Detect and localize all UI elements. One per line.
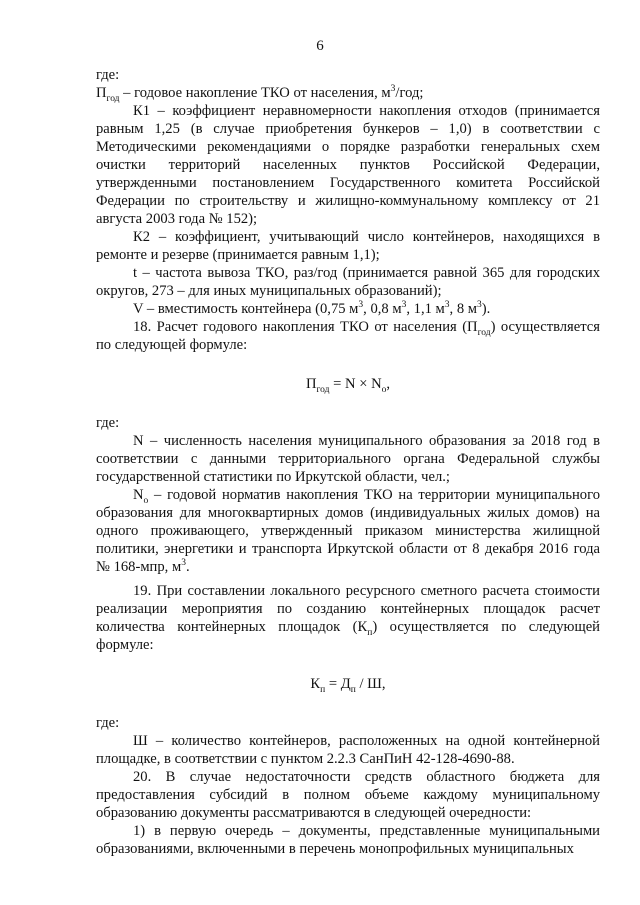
formula-k-p: $К_п = Д_п / Ш$, <box>310 676 386 695</box>
def-sh: Ш – количество контейнеров, расположенных на одной контейнерной площадке, в соответствии с пунктом 2.2.3 СанПиН 42-128-4690-88. <box>96 733 600 767</box>
def-no: $N_o$ – годовой норматив накопления ТКО на территории муниципального образования для многоквартирных домов (индивидуальных жилых домов) на одного проживающего, утвержденный приказом министерства жилищной политики, энергетики и транспорта Иркутской области от 8 декабря 2016 года № 168-мпр, $м^3$. <box>96 487 600 575</box>
where-label-2: где: <box>96 415 120 431</box>
clause-19: 19. При составлении локального ресурсного сметного расчета стоимости реализации мероприятия по созданию контейнерных площадок расчет количества контейнерных площадок $(К_п)$ осуществляется по следующей формуле: <box>96 583 600 653</box>
clause-20: 20. В случае недостаточности средств областного бюджета для предоставления субсидий в полном объеме каждому муниципальному образованию документы рассматриваются в следующей очередности: <box>96 769 600 821</box>
def-k2: К2 – коэффициент, учитывающий число контейнеров, находящихся в ремонте и резерве (принимается равным 1,1); <box>96 229 600 263</box>
clause-18: 18. Расчет годового накопления ТКО от населения $(П_{год})$ осуществляется по следующей формуле: <box>96 319 600 353</box>
def-p-god: $П_{год}$ – годовое накопление ТКО от населения, $м^3$/год; <box>96 84 424 104</box>
where-label-3: где: <box>96 715 120 731</box>
clause-20-item-1: 1) в первую очередь – документы, представленные муниципальными образованиями, включенными в перечень монопрофильных муниципальных <box>96 823 600 857</box>
def-n: N – численность населения муниципального образования за 2018 год в соответствии с данными территориального органа Федеральной службы государственной статистики по Иркутской области, чел.; <box>96 433 600 485</box>
def-v: V – вместимость контейнера (0,75 $м^3$, 0,8 $м^3$, 1,1 $м^3$, 8 $м^3$). <box>133 300 491 317</box>
document-body <box>96 66 600 858</box>
def-t: t – частота вывоза ТКО, раз/год (принимается равной 365 для городских округов, 273 – для иных муниципальных образований); <box>96 265 600 299</box>
where-label: где: <box>96 67 120 83</box>
formula-p-god: $П_{год} = N \times N_o$, <box>305 376 391 395</box>
page-number: 6 <box>316 38 324 54</box>
def-k1: К1 – коэффициент неравномерности накопления отходов (принимается равным 1,25 (в случае приобретения бункеров – 1,0) в соответствии с Методическими рекомендациями о порядке разработки генеральных схем очистки территорий населенных пунктов Российской Федерации, утвержденными постановлением Государственного комитета Российской Федерации по строительству и жилищно-коммунальному комплексу от 21 августа 2003 года № 152); <box>96 103 600 227</box>
